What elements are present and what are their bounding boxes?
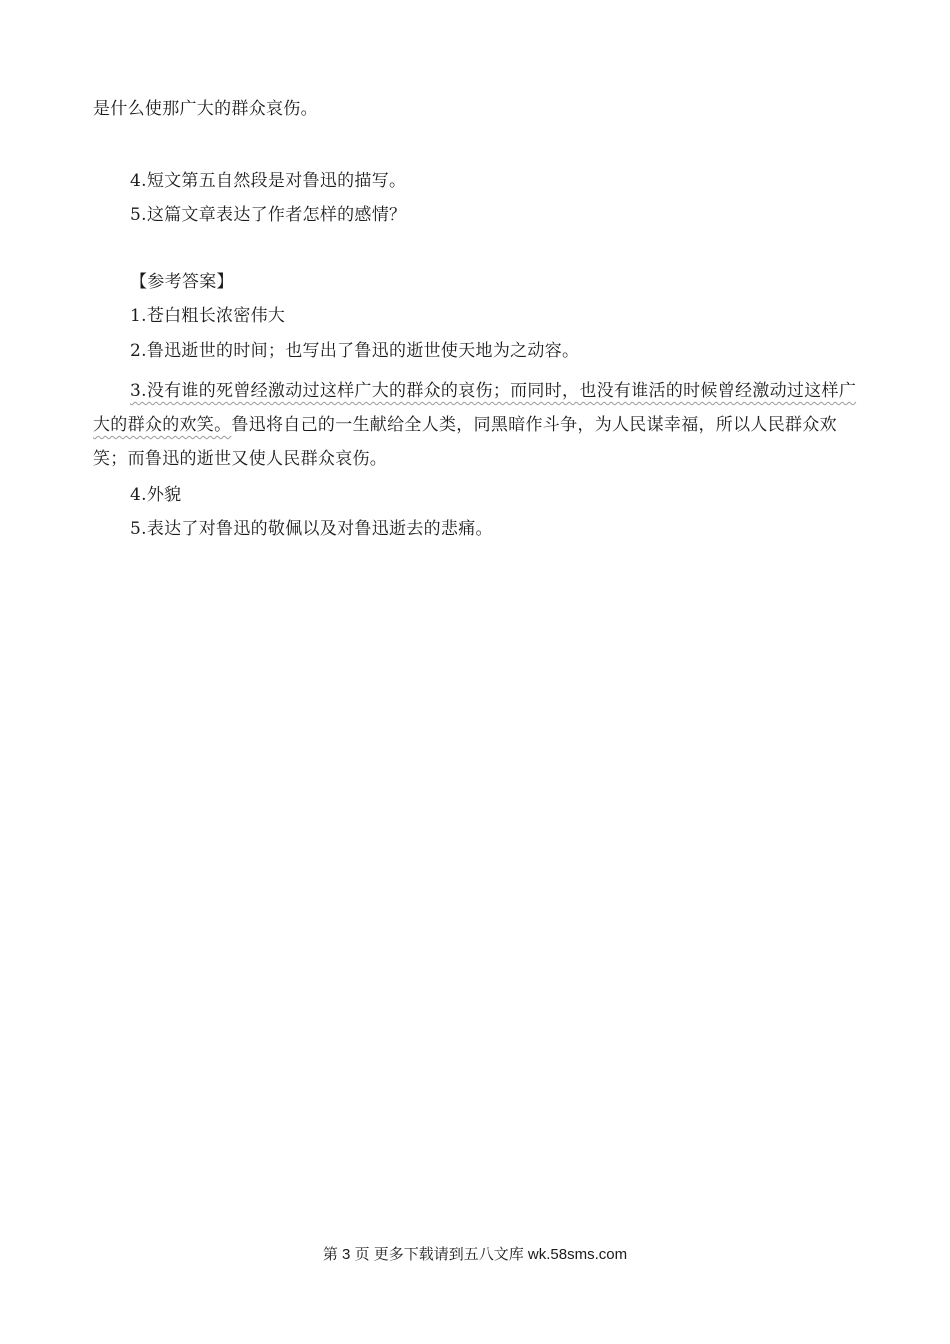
continuation-line: 是什么使那广大的群众哀伤。 xyxy=(93,99,318,119)
page-footer: 第 3 页 更多下载请到五八文库 wk.58sms.com xyxy=(322,1246,628,1263)
answer-5: 5.表达了对鲁迅的敬佩以及对鲁迅逝去的悲痛。 xyxy=(130,519,493,539)
answer-1: 1.苍白粗长浓密伟大 xyxy=(130,306,286,326)
answer-3-text: 鲁迅将自己的一生献给全人类，同黑暗作斗争，为人民谋幸福，所以人民群众欢笑；而鲁迅的逝世又使人民群众哀伤。 xyxy=(93,415,837,469)
answer-3 xyxy=(93,374,863,476)
answers-heading: 【参考答案】 xyxy=(130,272,234,292)
answer-4: 4.外貌 xyxy=(130,485,182,505)
answer-3-underlined-text: 3.没有谁的死曾经激动过这样广大的群众的哀伤；而同时，也没有谁活的时候曾经激动过这样广大的群众的欢笑。 xyxy=(93,381,857,435)
question-4: 4.短文第五自然段是对鲁迅的描写。 xyxy=(130,171,407,191)
question-5: 5.这篇文章表达了作者怎样的感情？ xyxy=(130,205,407,225)
answer-2: 2.鲁迅逝世的时间；也写出了鲁迅的逝世使天地为之动容。 xyxy=(130,341,580,361)
